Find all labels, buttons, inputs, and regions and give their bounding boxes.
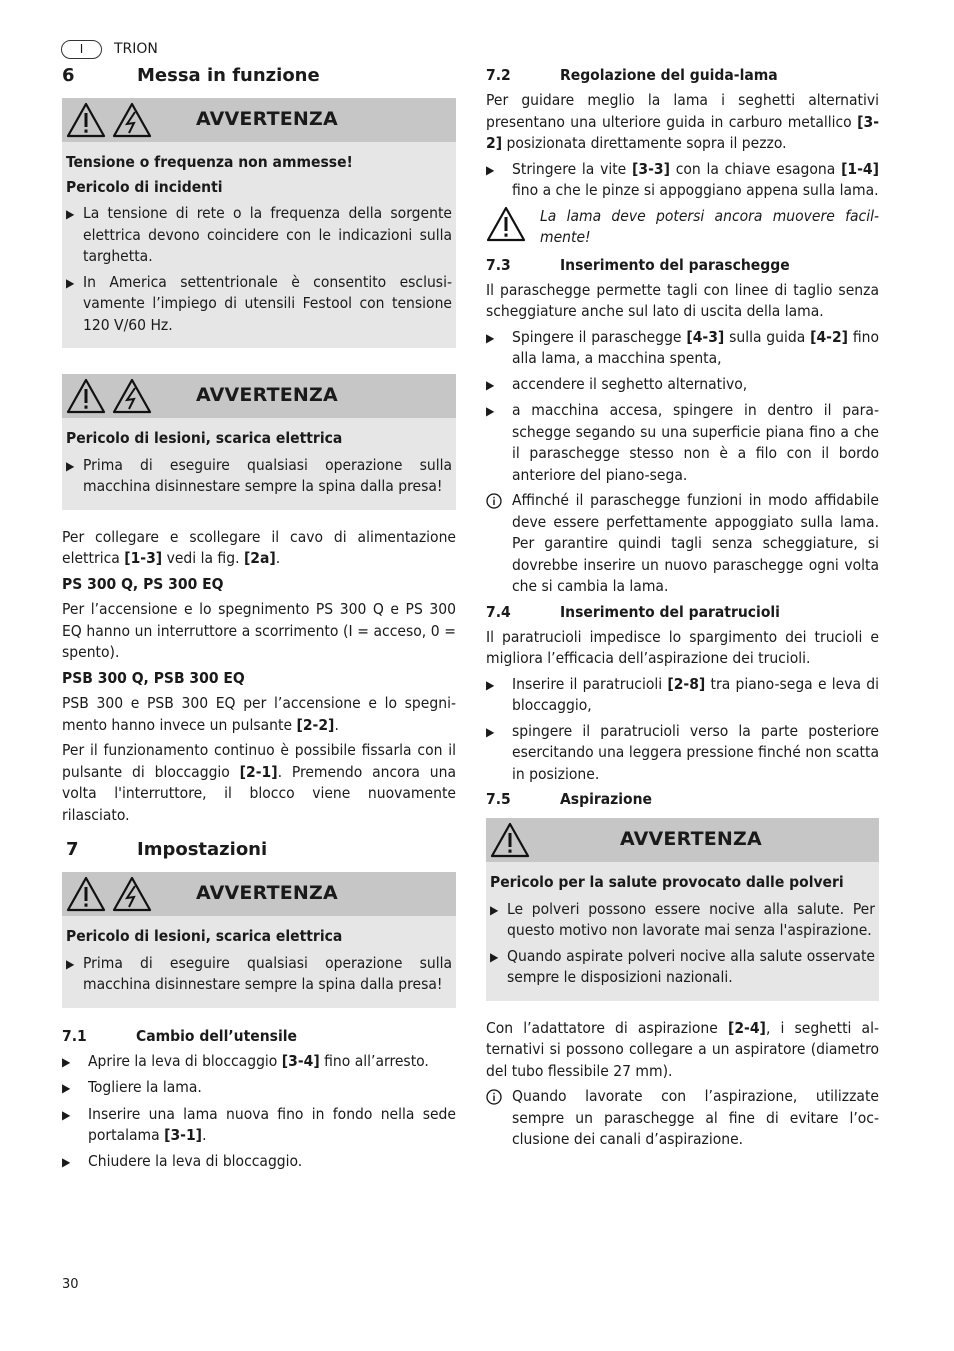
warning-item: ▶ In America settentrionale è consentito esclusivamente l’impiego di utensili Festool con tensione 120 V/60 Hz.: [66, 272, 452, 337]
bullet-triangle-icon: ▶: [62, 1054, 71, 1069]
list-item: ▶ accendere il seghetto alternativo,: [486, 374, 879, 397]
list-item: ▶ Inserire il paratrucioli [2-8] tra piano-sega e leva di bloccaggio,: [486, 674, 879, 717]
subsection-7-5-heading: 7.5 Aspirazione: [486, 790, 653, 808]
info-icon: [486, 1089, 502, 1105]
bullet-triangle-icon: ▶: [490, 902, 499, 917]
section-title: Impostazioni: [137, 839, 268, 860]
section-title: Messa in funzione: [137, 65, 320, 86]
warning-title: AVVERTENZA: [196, 882, 338, 905]
language-badge: I: [61, 40, 102, 59]
paragraph: Il paraschegge permette tagli con linee di taglio senza scheggiature anche sul lato di uscita della lama.: [486, 280, 879, 320]
warning-title: AVVERTENZA: [196, 384, 338, 407]
subsection-7-2-heading: 7.2 Regolazione del guida-lama: [486, 66, 778, 84]
bullet-triangle-icon: ▶: [486, 162, 495, 177]
section-6-heading: [62, 64, 456, 88]
bullet-triangle-icon: ▶: [62, 1154, 71, 1169]
warning-icons: [62, 378, 196, 414]
section-number: 7: [66, 839, 79, 860]
list-item: ▶ Spingere il paraschegge [4-3] sulla guida [4-2] fino alla lama, a macchina spenta,: [486, 327, 879, 370]
warning-triangle-icon: [490, 822, 530, 858]
info-note: Quando lavorate con l’aspirazione, utilizzate sempre un paraschegge al fine di evitare l’occlusione dei canali d’aspirazione.: [486, 1086, 879, 1151]
paragraph: Per collegare e scollegare il cavo di alimentazione elettrica [1-3] vedi la fig. [2a].: [62, 527, 456, 567]
list-item: ▶ Aprire la leva di bloccaggio [3-4] fino all’arresto.: [62, 1051, 456, 1074]
bullet-triangle-icon: ▶: [66, 275, 75, 290]
section-7-heading: [62, 838, 456, 862]
warning-icons: [62, 102, 196, 138]
warning-header: [62, 98, 456, 142]
bullet-triangle-icon: ▶: [66, 458, 75, 473]
list-item: ▶ spingere il paratrucioli verso la parte posteriore esercitando una leggera pressione finché non scatta in posizione.: [486, 721, 879, 786]
bullet-triangle-icon: ▶: [486, 330, 495, 345]
electric-shock-icon: [112, 378, 152, 414]
warning-subtitle: Pericolo di lesioni, scarica elettrica: [66, 429, 343, 447]
right-column: [486, 65, 879, 1155]
paragraph: Per guidare meglio la lama i seghetti alternativi presentano una ulteriore guida in carburo metallico [3-2] posizionata direttamente sopra il pezzo.: [486, 91, 879, 152]
warning-box: [62, 98, 456, 348]
section-number: 6: [62, 65, 75, 86]
list-item: ▶ Chiudere la leva di bloccaggio.: [62, 1151, 456, 1174]
bullet-triangle-icon: ▶: [486, 377, 495, 392]
paragraph: Per il funzionamento continuo è possibile fissarla con il pulsante di bloccaggio [2-1]. Premendo ancora una volta l'interruttore, il blocco viene nuovamente rilasciato.: [62, 741, 456, 824]
paragraph: Con l’adattatore di aspirazione [2-4], i seghetti alternativi si possono collegare a un aspiratore (diametro del tubo flessibile 27 mm).: [486, 1018, 880, 1080]
bullet-triangle-icon: ▶: [486, 724, 495, 739]
subsection-7-1-heading: 7.1 Cambio dell’utensile: [62, 1026, 297, 1045]
warning-icons: [62, 876, 196, 912]
product-name: TRION: [114, 41, 158, 57]
subheading: PSB 300 Q, PSB 300 EQ: [62, 668, 245, 687]
bullet-triangle-icon: ▶: [66, 207, 75, 221]
bullet-triangle-icon: ▶: [62, 1107, 71, 1122]
warning-triangle-icon: [66, 102, 106, 138]
subsection-7-3-heading: 7.3 Inserimento del paraschegge: [486, 255, 790, 274]
warning-icons: [486, 822, 620, 858]
warning-triangle-icon: [66, 876, 106, 912]
bullet-triangle-icon: ▶: [62, 1081, 71, 1095]
warning-triangle-icon: [66, 378, 106, 414]
warning-body: [62, 418, 456, 510]
paragraph: Per l’accensione e lo spegnimento PS 300 Q e PS 300 EQ hanno un interruttore a scorrimento (I = acceso, 0 = spento).: [62, 600, 456, 661]
warning-box: [62, 374, 456, 510]
paragraph: Il paratrucioli impedisce lo spargimento dei trucioli e migliora l’efficacia dell’aspirazione dei trucioli.: [486, 627, 879, 667]
left-column: [62, 64, 456, 1177]
warning-header: [62, 374, 456, 418]
warning-header: [486, 818, 879, 862]
warning-item: ▶ Prima di eseguire qualsiasi operazione sulla macchina disinnestare sempre la spina dalla presa!: [66, 455, 452, 498]
subheading: PS 300 Q, PS 300 EQ: [62, 574, 224, 593]
warning-item: ▶ Prima di eseguire qualsiasi operazione sulla macchina disinnestare sempre la spina dalla presa!: [66, 953, 452, 996]
warning-title: AVVERTENZA: [620, 828, 762, 851]
warning-subtitle: Tensione o frequenza non ammesse!: [66, 153, 353, 171]
info-icon: [486, 493, 502, 509]
bullet-triangle-icon: ▶: [486, 404, 495, 418]
warning-body: [486, 862, 879, 1001]
list-item: ▶ a macchina accesa, spingere in dentro il paraschegge segando su una superficie piana fino a che il paraschegge stesso non è a filo con il bordo anteriore del piano-sega.: [486, 400, 879, 486]
bullet-triangle-icon: ▶: [66, 956, 75, 971]
bullet-triangle-icon: ▶: [486, 677, 495, 692]
list-item: ▶ Stringere la vite [3-3] con la chiave esagona [1-4] fino a che le pinze si appoggiano appena sulla lama.: [486, 159, 879, 202]
subsection-7-4-heading: 7.4 Inserimento del paratrucioli: [486, 602, 780, 621]
warning-title: AVVERTENZA: [196, 108, 338, 131]
info-note: Affinché il paraschegge funzioni in modo affidabile deve essere perfettamente appoggiato sulla lama. Per garantire quindi tagli senza scheggiature, si dovrebbe inserire un nuovo paraschegge ogni volta che si cambia la lama.: [486, 490, 879, 598]
warning-triangle-icon: [486, 206, 526, 242]
warning-item: ▶ Le polveri possono essere nocive alla salute. Per questo motivo non lavorate mai senza l'aspirazione.: [490, 899, 875, 942]
warning-item: ▶ La tensione di rete o la frequenza della sorgente elettrica devono coincidere con le indicazioni sulla targhetta.: [66, 203, 452, 268]
paragraph: PSB 300 e PSB 300 EQ per l’accensione e lo spegnimento hanno invece un pulsante [2-2].: [62, 694, 456, 734]
bullet-triangle-icon: ▶: [490, 949, 499, 964]
warning-body: [62, 142, 456, 348]
warning-box: [486, 818, 879, 1001]
warning-subtitle: Pericolo per la salute provocato dalle polveri: [490, 873, 844, 891]
list-item: ▶ Togliere la lama.: [62, 1077, 456, 1100]
caution-note: La lama deve potersi ancora muovere facilmente!: [486, 206, 879, 249]
electric-shock-icon: [112, 102, 152, 138]
electric-shock-icon: [112, 876, 152, 912]
warning-header: [62, 872, 456, 916]
warning-subtitle: Pericolo di incidenti: [66, 177, 223, 196]
warning-box: [62, 872, 456, 1008]
warning-item: ▶ Quando aspirate polveri nocive alla salute osservate sempre le disposizioni nazionali.: [490, 946, 875, 989]
warning-subtitle: Pericolo di lesioni, scarica elettrica: [66, 927, 343, 945]
warning-body: [62, 916, 456, 1008]
list-item: ▶ Inserire una lama nuova fino in fondo nella sede portalama [3-1].: [62, 1104, 456, 1147]
page-number: 30: [62, 1277, 79, 1292]
